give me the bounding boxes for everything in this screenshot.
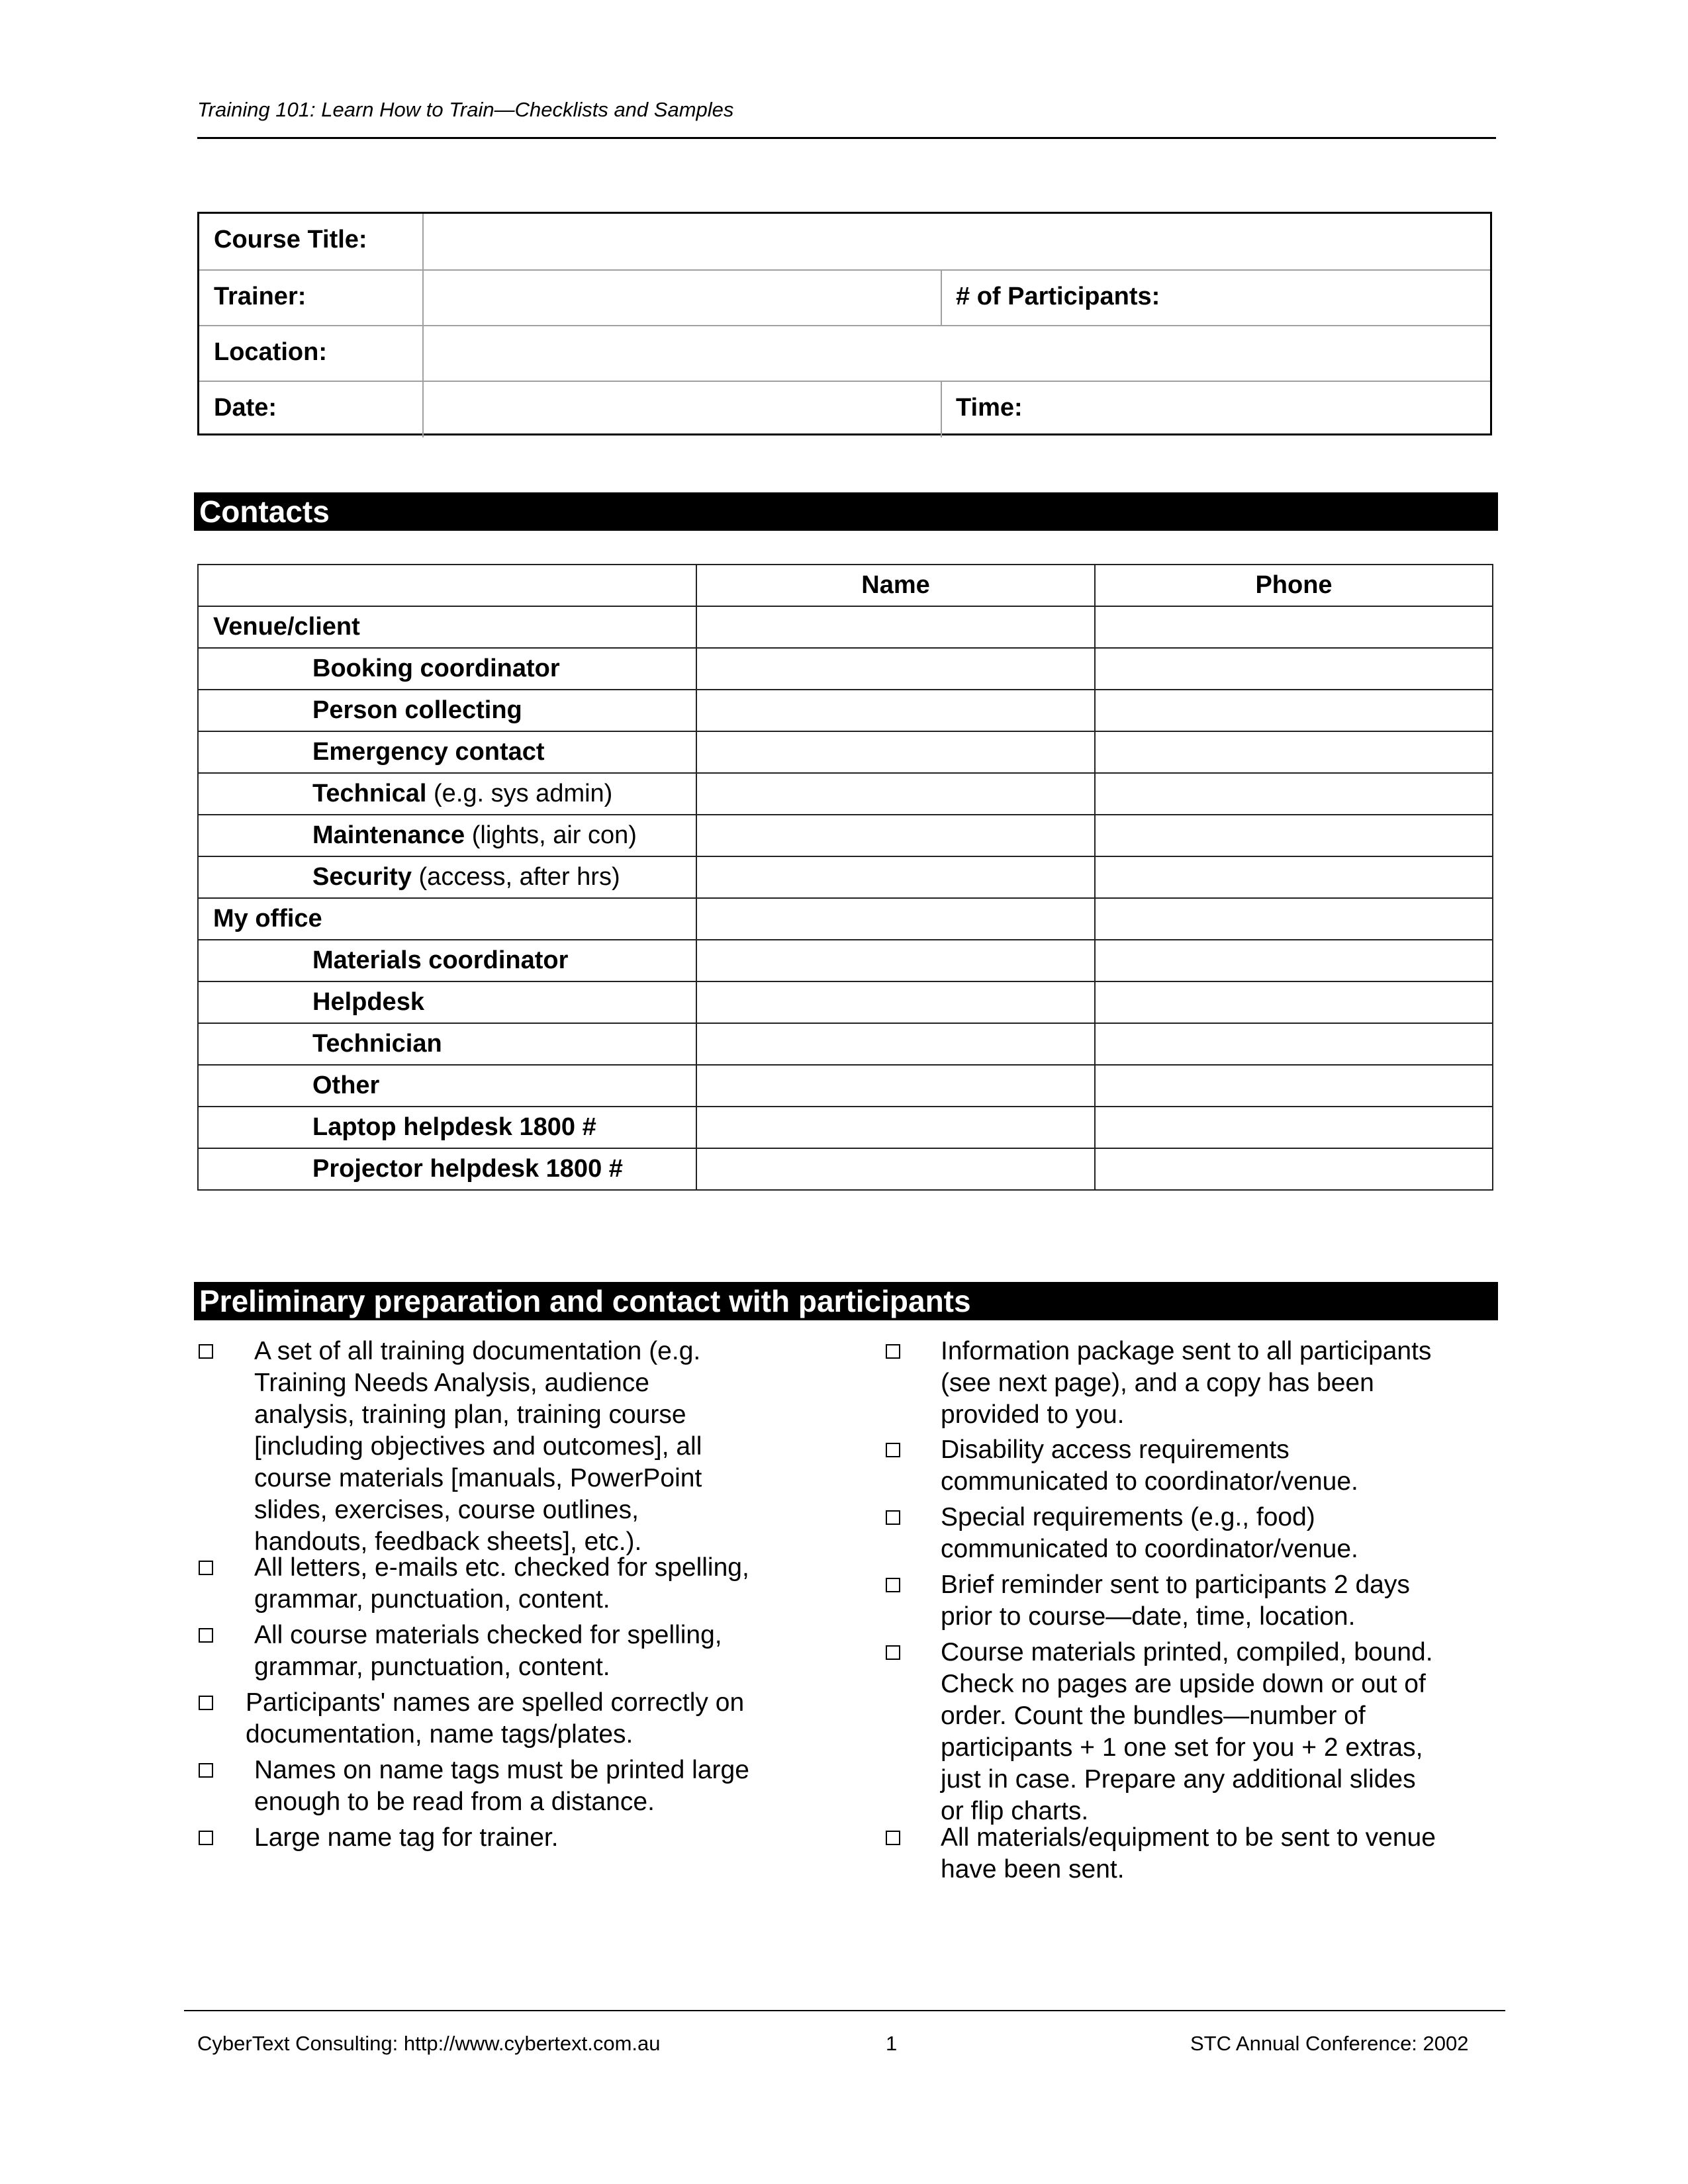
contact-name-cell[interactable] bbox=[696, 773, 1095, 815]
contact-name-cell[interactable] bbox=[696, 898, 1095, 940]
date-row bbox=[199, 381, 1490, 437]
checkbox[interactable] bbox=[199, 1831, 213, 1845]
page-number: 1 bbox=[886, 2032, 898, 2055]
footer-rule bbox=[184, 2010, 1505, 2011]
checklist-item-text: All course materials checked for spelling, grammar, punctuation, content. bbox=[254, 1621, 722, 1681]
contacts-heading: Contacts bbox=[194, 492, 1498, 531]
contact-phone-cell[interactable] bbox=[1095, 690, 1493, 731]
contact-row bbox=[198, 731, 1493, 773]
checklist-item-text: A set of all training documentation (e.g. Training Needs Analysis, audience analysis, training plan, training course [including objectives and outcomes], all course materials [manuals, PowerPoint slides, exercises, course outlines, handouts, feedback sheets], etc.). bbox=[254, 1337, 702, 1556]
header-rule bbox=[197, 137, 1496, 139]
contact-role-cell bbox=[198, 690, 696, 731]
running-head: Training 101: Learn How to Train—Checklists and Samples bbox=[197, 98, 734, 121]
contact-name-cell[interactable] bbox=[696, 648, 1095, 690]
contact-row bbox=[198, 1065, 1493, 1107]
contact-role-cell bbox=[198, 815, 696, 856]
contact-row bbox=[198, 648, 1493, 690]
contact-row bbox=[198, 773, 1493, 815]
preliminary-heading: Preliminary preparation and contact with participants bbox=[194, 1282, 1498, 1320]
contact-role-cell bbox=[198, 648, 696, 690]
contact-row bbox=[198, 815, 1493, 856]
contact-name-cell[interactable] bbox=[696, 606, 1095, 648]
contact-phone-cell[interactable] bbox=[1095, 1065, 1493, 1107]
time-label: Time: bbox=[956, 394, 1023, 422]
contact-role-label: Materials coordinator bbox=[312, 946, 569, 974]
contact-phone-cell[interactable] bbox=[1095, 898, 1493, 940]
contact-role-label: Venue/client bbox=[213, 613, 360, 641]
contact-row bbox=[198, 1148, 1493, 1190]
footer-source: CyberText Consulting: http://www.cybertext.com.au bbox=[197, 2032, 661, 2055]
name-column-header: Name bbox=[696, 565, 1095, 606]
contact-role-label: My office bbox=[213, 905, 322, 933]
checkbox[interactable] bbox=[886, 1510, 900, 1525]
checkbox[interactable] bbox=[886, 1645, 900, 1660]
contact-role-label: Emergency contact bbox=[312, 738, 545, 766]
trainer-row bbox=[199, 269, 1490, 326]
checkbox[interactable] bbox=[199, 1628, 213, 1643]
contact-name-cell[interactable] bbox=[696, 981, 1095, 1023]
contact-role-note: (lights, air con) bbox=[465, 821, 637, 849]
contact-row bbox=[198, 1023, 1493, 1065]
checkbox[interactable] bbox=[199, 1696, 213, 1710]
contact-role-label: Person collecting bbox=[312, 696, 522, 724]
checklist-item-text: Course materials printed, compiled, bound. Check no pages are upside down or out of order. Count the bundles—number of participants + 1 one set for you + 2 extras, just in case. Prepare any additional slides or flip charts. bbox=[941, 1638, 1433, 1825]
contact-row bbox=[198, 898, 1493, 940]
footer-conference: STC Annual Conference: 2002 bbox=[1190, 2032, 1469, 2055]
participants-label: # of Participants: bbox=[956, 283, 1160, 310]
checklist-item-text: Special requirements (e.g., food) communicated to coordinator/venue. bbox=[941, 1503, 1358, 1563]
contact-role-label: Maintenance bbox=[312, 821, 465, 849]
checklist-item-text: Names on name tags must be printed large enough to be read from a distance. bbox=[254, 1756, 749, 1816]
checkbox[interactable] bbox=[886, 1344, 900, 1359]
contact-phone-cell[interactable] bbox=[1095, 1107, 1493, 1148]
date-label: Date: bbox=[214, 394, 277, 422]
contact-role-label: Technician bbox=[312, 1030, 442, 1058]
contact-role-cell bbox=[198, 1065, 696, 1107]
contact-role-label: Security bbox=[312, 863, 412, 891]
checklist-item-text: All materials/equipment to be sent to venue have been sent. bbox=[941, 1823, 1436, 1884]
contact-role-cell bbox=[198, 1148, 696, 1190]
contact-name-cell[interactable] bbox=[696, 731, 1095, 773]
contact-row bbox=[198, 981, 1493, 1023]
contact-phone-cell[interactable] bbox=[1095, 648, 1493, 690]
contact-phone-cell[interactable] bbox=[1095, 1023, 1493, 1065]
blank-header-cell bbox=[198, 565, 696, 606]
contact-role-label: Technical bbox=[312, 780, 427, 807]
contact-row bbox=[198, 856, 1493, 898]
checklist-item-text: Participants' names are spelled correctly on documentation, name tags/plates. bbox=[246, 1688, 745, 1749]
course-title-row bbox=[199, 214, 1490, 269]
contact-name-cell[interactable] bbox=[696, 1023, 1095, 1065]
contact-name-cell[interactable] bbox=[696, 856, 1095, 898]
checklist-item-text: Disability access requirements communicated to coordinator/venue. bbox=[941, 1435, 1358, 1496]
trainer-label: Trainer: bbox=[214, 283, 306, 310]
checkbox[interactable] bbox=[886, 1831, 900, 1845]
contact-phone-cell[interactable] bbox=[1095, 815, 1493, 856]
checklist-item-text: Large name tag for trainer. bbox=[254, 1823, 559, 1852]
contacts-header-row bbox=[198, 565, 1493, 606]
checkbox[interactable] bbox=[199, 1763, 213, 1778]
contact-role-cell bbox=[198, 898, 696, 940]
contact-phone-cell[interactable] bbox=[1095, 1148, 1493, 1190]
contact-role-cell bbox=[198, 731, 696, 773]
contact-role-cell bbox=[198, 856, 696, 898]
contact-phone-cell[interactable] bbox=[1095, 940, 1493, 981]
contact-role-cell bbox=[198, 773, 696, 815]
contact-role-cell bbox=[198, 940, 696, 981]
contact-name-cell[interactable] bbox=[696, 940, 1095, 981]
contact-row bbox=[198, 606, 1493, 648]
contact-role-cell bbox=[198, 606, 696, 648]
checkbox[interactable] bbox=[886, 1443, 900, 1457]
contact-name-cell[interactable] bbox=[696, 1065, 1095, 1107]
contact-name-cell[interactable] bbox=[696, 690, 1095, 731]
contact-role-cell bbox=[198, 981, 696, 1023]
checklist-item-text: Brief reminder sent to participants 2 days prior to course—date, time, location. bbox=[941, 1570, 1410, 1631]
contact-role-cell bbox=[198, 1023, 696, 1065]
contact-name-cell[interactable] bbox=[696, 1107, 1095, 1148]
phone-column-header: Phone bbox=[1095, 565, 1493, 606]
location-label: Location: bbox=[214, 338, 327, 366]
contact-role-cell bbox=[198, 1107, 696, 1148]
checkbox[interactable] bbox=[199, 1561, 213, 1575]
contact-row bbox=[198, 690, 1493, 731]
contact-phone-cell[interactable] bbox=[1095, 606, 1493, 648]
course-info-table bbox=[197, 212, 1492, 435]
contact-phone-cell[interactable] bbox=[1095, 981, 1493, 1023]
checklist-item-text: Information package sent to all participants (see next page), and a copy has been provided to you. bbox=[941, 1337, 1432, 1429]
contact-role-label: Laptop helpdesk 1800 # bbox=[312, 1113, 596, 1141]
contact-phone-cell[interactable] bbox=[1095, 731, 1493, 773]
contact-role-label: Booking coordinator bbox=[312, 655, 560, 682]
contact-role-label: Helpdesk bbox=[312, 988, 424, 1016]
contact-name-cell[interactable] bbox=[696, 815, 1095, 856]
contacts-table bbox=[197, 564, 1493, 1191]
location-row bbox=[199, 325, 1490, 382]
contact-row bbox=[198, 1107, 1493, 1148]
checkbox[interactable] bbox=[886, 1578, 900, 1592]
contact-role-note: (access, after hrs) bbox=[411, 863, 620, 891]
checklist-item-text: All letters, e-mails etc. checked for spelling, grammar, punctuation, content. bbox=[254, 1553, 749, 1614]
contact-role-note: (e.g. sys admin) bbox=[426, 780, 613, 807]
contact-name-cell[interactable] bbox=[696, 1148, 1095, 1190]
contact-role-label: Projector helpdesk 1800 # bbox=[312, 1155, 623, 1183]
checkbox[interactable] bbox=[199, 1344, 213, 1359]
course-title-label: Course Title: bbox=[214, 226, 367, 253]
contact-phone-cell[interactable] bbox=[1095, 773, 1493, 815]
contact-phone-cell[interactable] bbox=[1095, 856, 1493, 898]
contact-row bbox=[198, 940, 1493, 981]
contact-role-label: Other bbox=[312, 1071, 380, 1099]
